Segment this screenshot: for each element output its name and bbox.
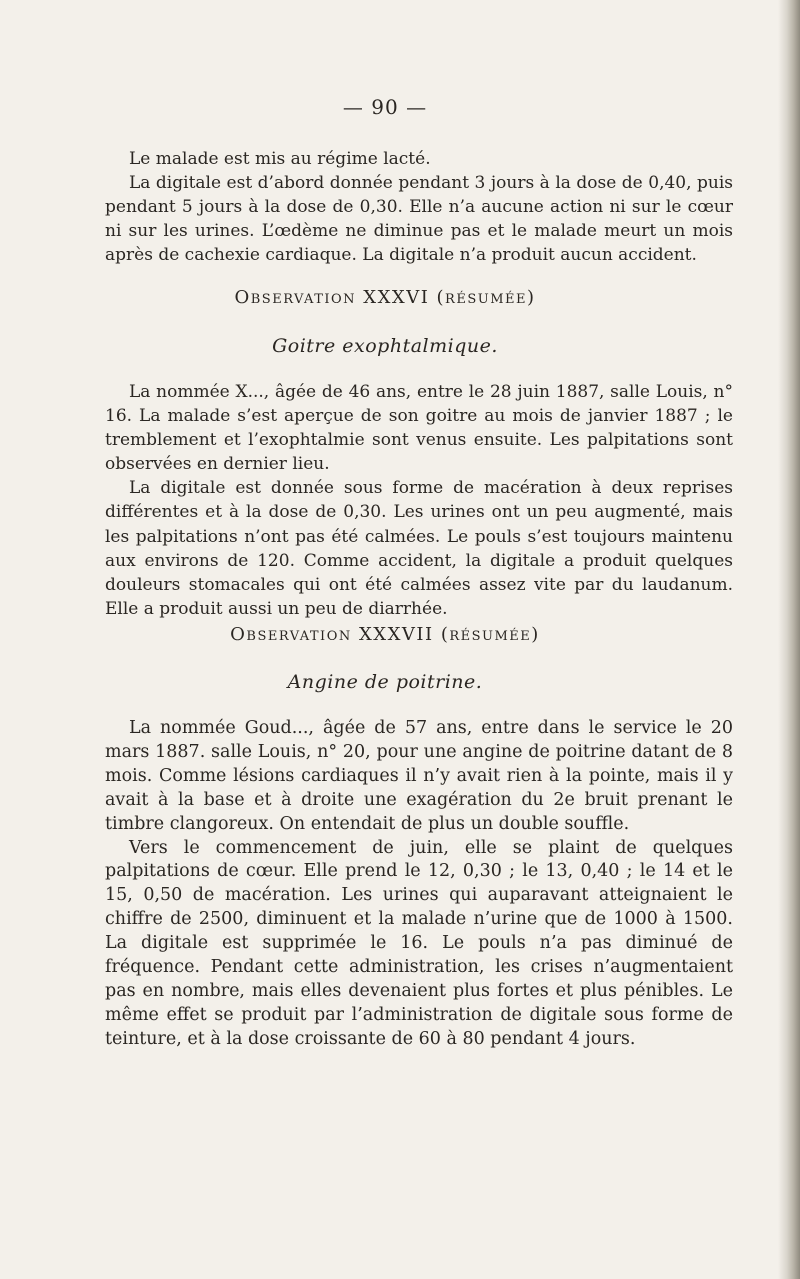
paragraph: La digitale est d’abord donnée pendant 3 jours à la dose de 0,40, puis pendant 5 jours à la dose de 0,30. Elle n’a aucune action ni sur le cœur ni sur les urines. L’œdème ne diminue pas et le malade meurt un mois après de cachexie cardiaque. La digitale n’a produit aucun accident.	[105, 173, 733, 266]
observation-body	[105, 380, 733, 621]
observation-heading: Observation XXXVI (résumée)	[234, 287, 536, 308]
paragraph: La digitale est donnée sous forme de macération à deux reprises différentes et à la dose de 0,30. Les urines ont un peu augmenté, mais les palpitations n’ont pas été calmées. Le pouls s’est toujours maintenu aux environs de 120. Comme accident, la digitale a produit quelques douleurs stomacales qui ont été calmées assez vite par du laudanum. Elle a produit aussi un peu de diarrhée.	[105, 478, 733, 619]
paragraph: Le malade est mis au régime lacté.	[129, 149, 431, 169]
observation-subtitle: Goitre exophtalmique.	[272, 335, 498, 357]
observation-subtitle: Angine de poitrine.	[287, 671, 483, 693]
observation-heading: Observation XXXVII (résumée)	[230, 624, 540, 645]
intro-text	[105, 147, 733, 267]
page-number: — 90 —	[342, 95, 428, 119]
paragraph: Vers le commencement de juin, elle se plaint de quelques palpitations de cœur. Elle prend le 12, 0,30 ; le 13, 0,40 ; le 14 et le 15, 0,50 de macération. Les urines qui auparavant atteignaient le chiffre de 2500, diminuent et la malade n’urine que de 1000 à 1500. La digitale est supprimée le 16. Le pouls n’a pas diminué de fréquence. Pendant cette administration, les crises n’augmentaient pas en nombre, mais elles devenaient plus fortes et plus pénibles. Le même effet se produit par l’administration de digitale sous forme de teinture, et à la dose croissante de 60 à 80 pendant 4 jours.	[105, 837, 733, 1049]
paragraph: La nommée X..., âgée de 46 ans, entre le 28 juin 1887, salle Louis, n° 16. La malade s’est aperçue de son goitre au mois de janvier 1887 ; le tremblement et l’exophtalmie sont venus ensuite. Les palpitations sont observées en dernier lieu.	[105, 382, 733, 475]
paragraph: La nommée Goud..., âgée de 57 ans, entre dans le service le 20 mars 1887. salle Louis, n° 20, pour une angine de poitrine datant de 8 mois. Comme lésions cardiaques il n’y avait rien à la pointe, mais il y avait à la base et à droite une exagération du 2e bruit prenant le timbre clangoreux. On entendait de plus un double souffle.	[105, 718, 733, 834]
observation-body	[105, 717, 733, 1052]
page-edge-shadow	[778, 0, 800, 1279]
